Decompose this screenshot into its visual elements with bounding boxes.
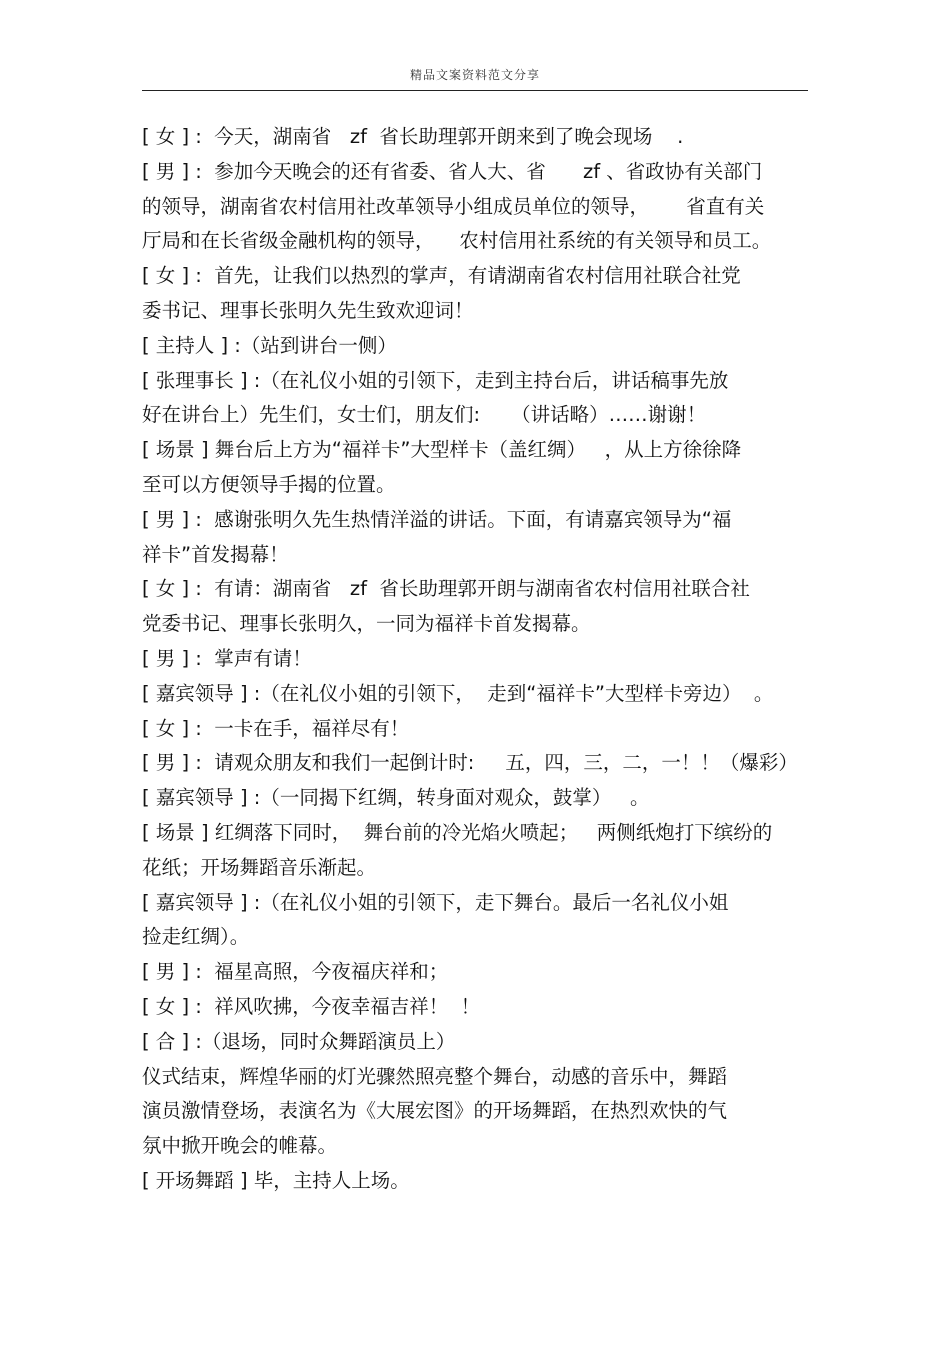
text-line: [ 场景 ] 红绸落下同时， 舞台前的冷光焰火喷起； 两侧纸炮打下缤纷的 bbox=[142, 820, 773, 844]
text-line: [ 女 ] : 有请：湖南省 zf 省长助理郭开朗与湖南省农村信用社联合社 bbox=[142, 577, 750, 601]
text-line: [ 女 ] : 祥风吹拂，今夜幸福吉祥！ ！ bbox=[142, 994, 481, 1018]
text-line: [ 开场舞蹈 ] 毕，主持人上场。 bbox=[142, 1168, 410, 1192]
text-line: 好在讲台上）先生们，女士们，朋友们: （讲话略）……谢谢！ bbox=[142, 403, 707, 427]
text-line: [ 女 ] : 一卡在手，福祥尽有！ bbox=[142, 716, 410, 740]
text-line: 演员激情登场，表演名为《大展宏图》的开场舞蹈，在热烈欢快的气 bbox=[142, 1099, 728, 1123]
document-body bbox=[142, 120, 822, 1199]
text-line: [ 女 ] : 今天，湖南省 zf 省长助理郭开朗来到了晚会现场 . bbox=[142, 125, 684, 148]
text-line: [ 嘉宾领导 ] :（在礼仪小姐的引领下，走下舞台。最后一名礼仪小姐 bbox=[142, 890, 729, 914]
text-line: [ 主持人 ] :（站到讲台一侧） bbox=[142, 333, 397, 357]
page-header: 精品文案资料范文分享 bbox=[409, 68, 540, 82]
text-line: [ 男 ] : 请观众朋友和我们一起倒计时: 五，四，三，二，一！！（爆彩） bbox=[142, 751, 798, 775]
text-line: [ 场景 ] 舞台后上方为“福祥卡”大型样卡（盖红绸） ，从上方徐徐降 bbox=[142, 438, 742, 462]
text-line: [ 嘉宾领导 ] :（一同揭下红绸，转身面对观众，鼓掌） 。 bbox=[142, 786, 650, 810]
text-line: 的领导，湖南省农村信用社改革领导小组成员单位的领导， 省直有关 bbox=[142, 194, 765, 218]
text-line: [ 女 ] : 首先，让我们以热烈的掌声，有请湖南省农村信用社联合社党 bbox=[142, 264, 741, 288]
text-line: 厅局和在长省级金融机构的领导， 农村信用社系统的有关领导和员工。 bbox=[142, 229, 772, 253]
text-line: [ 男 ] : 福星高照，今夜福庆祥和； bbox=[142, 960, 449, 984]
text-line: 花纸；开场舞蹈音乐渐起。 bbox=[142, 855, 377, 879]
text-line: 祥卡”首发揭幕！ bbox=[142, 542, 289, 566]
text-line: [ 嘉宾领导 ] :（在礼仪小姐的引领下， 走到“福祥卡”大型样卡旁边） 。 bbox=[142, 681, 774, 705]
text-line: 捡走红绸）。 bbox=[142, 925, 250, 949]
text-line: [ 男 ] : 参加今天晚会的还有省委、省人大、省 zf 、省政协有关部门 bbox=[142, 159, 763, 183]
text-line: [ 合 ] :（退场，同时众舞蹈演员上） bbox=[142, 1029, 456, 1053]
text-line: [ 男 ] : 掌声有请！ bbox=[142, 646, 312, 670]
text-line: 氛中掀开晚会的帷幕。 bbox=[142, 1134, 338, 1158]
text-line: 仪式结束，辉煌华丽的灯光骤然照亮整个舞台，动感的音乐中，舞蹈 bbox=[142, 1064, 728, 1088]
text-line: 党委书记、理事长张明久，一同为福祥卡首发揭幕。 bbox=[142, 612, 591, 636]
text-line: [ 男 ] : 感谢张明久先生热情洋溢的讲话。下面，有请嘉宾领导为“福 bbox=[142, 507, 732, 531]
text-line: [ 张理事长 ] :（在礼仪小姐的引领下，走到主持台后，讲话稿事先放 bbox=[142, 368, 729, 392]
header-divider bbox=[142, 90, 808, 91]
text-line: 委书记、理事长张明久先生致欢迎词！ bbox=[142, 298, 474, 322]
text-line: 至可以方便领导手揭的位置。 bbox=[142, 472, 396, 496]
